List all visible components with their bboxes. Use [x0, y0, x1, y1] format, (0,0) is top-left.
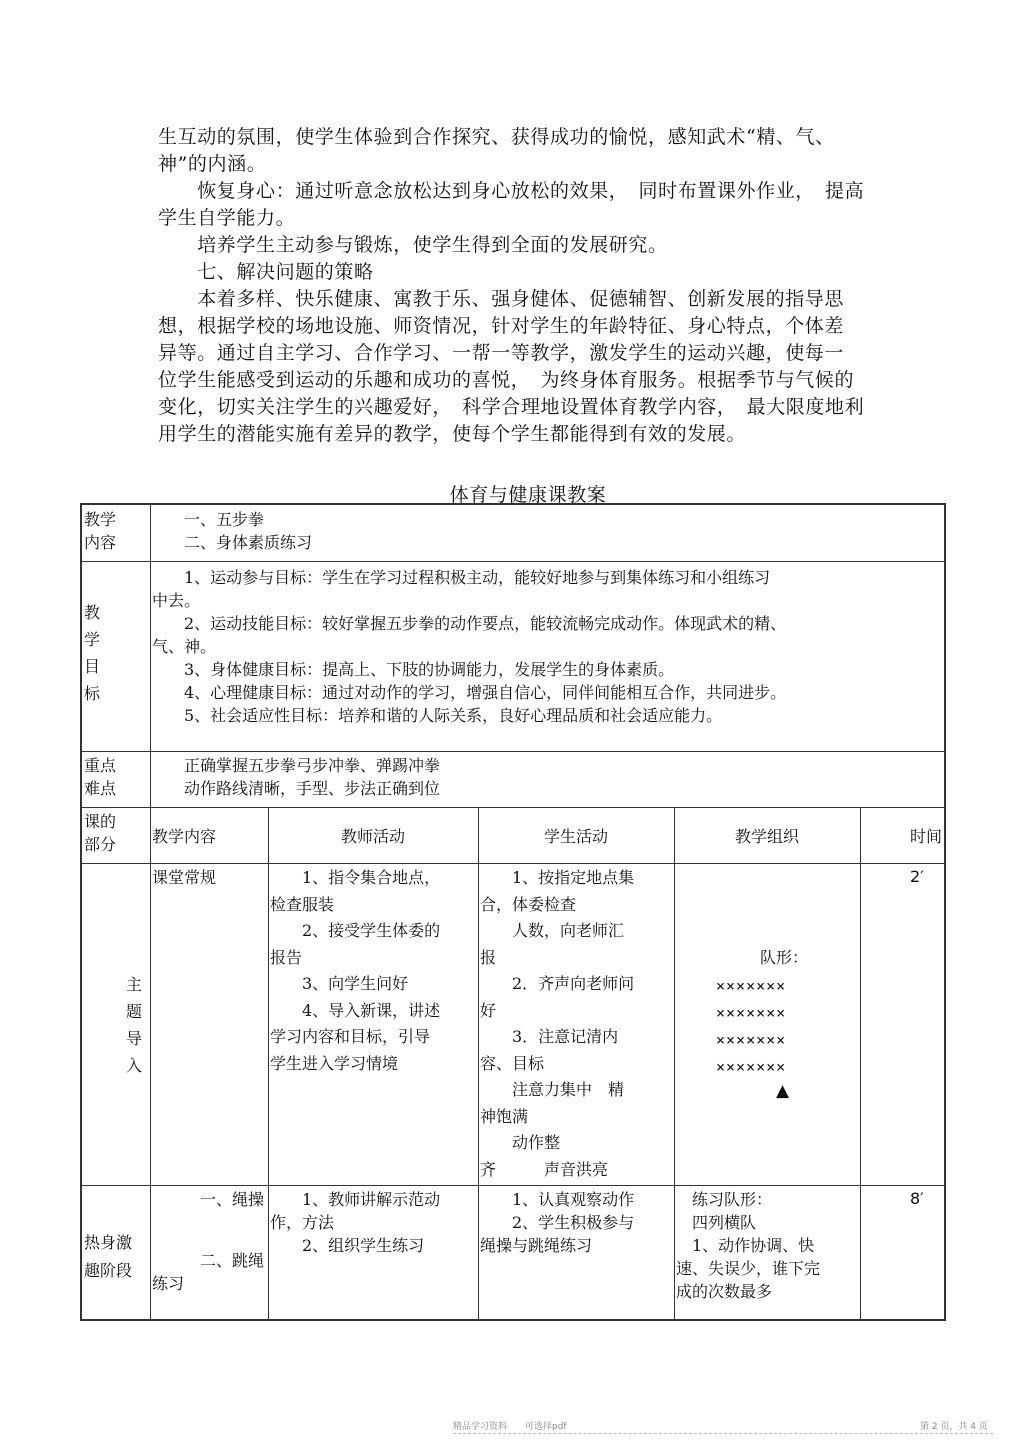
- goals-label-char: 教: [84, 603, 101, 622]
- content-line: 二、跳绳: [152, 1251, 265, 1270]
- teacher-activity-line: 报告: [270, 947, 303, 967]
- row2-time-value: 8′: [910, 1189, 924, 1208]
- intro-line: 位学生能感受到运动的乐趣和成功的喜悦， 为终身体育服务。根据季节与气候的: [158, 369, 855, 391]
- row1-part: [82, 863, 151, 1186]
- formation-grid: [716, 973, 786, 1081]
- row1-time-value: 2′: [910, 867, 924, 886]
- footer-left: 精品学习资料 可选择pdf: [453, 1422, 567, 1432]
- org-line: 成的次数最多: [676, 1282, 773, 1301]
- student-activity-line: 神饱满: [480, 1106, 529, 1126]
- header-time: [860, 807, 944, 864]
- header-part-line: 部分: [84, 835, 117, 854]
- teacher-activity-line: 1、指令集合地点，: [270, 868, 441, 887]
- teacher-position-icon: ▲: [776, 1081, 790, 1101]
- row1-part-char: 主: [126, 975, 143, 994]
- content-line: 一、五步拳: [152, 510, 265, 529]
- key-label-line: 难点: [84, 779, 117, 798]
- intro-line: 变化，切实关注学生的兴趣爱好， 科学合理地设置体育教学内容， 最大限度地利: [158, 396, 865, 418]
- content-line: [152, 1210, 266, 1229]
- student-activity-line: 报: [480, 947, 497, 967]
- teacher-activity-line: 1、教师讲解示范动: [270, 1190, 441, 1209]
- student-activity-line: 容、目标: [480, 1053, 545, 1073]
- intro-line: 神”的内涵。: [158, 153, 267, 175]
- teacher-activity-line: 4、导入新课，讲述: [270, 1000, 441, 1020]
- student-activity-line: 1、按指定地点集: [480, 868, 635, 887]
- student-activity-line: 1、认真观察动作: [480, 1190, 635, 1209]
- teacher-activity-line: 学习内容和目标，引导: [270, 1027, 431, 1046]
- row2-content: [150, 1185, 269, 1319]
- row2-time: [860, 1185, 944, 1319]
- content-line: 二、身体素质练习: [152, 533, 313, 552]
- formation-row: ×××××××: [716, 1031, 787, 1049]
- row1-org: [674, 863, 861, 1186]
- intro-line: 生互动的氛围，使学生体验到合作探究、获得成功的愉悦，感知武术“精、气、: [158, 126, 835, 148]
- goal-line: 中去。: [152, 591, 201, 610]
- header-teacher-label: 教师活动: [340, 826, 405, 846]
- row2-org: [674, 1185, 861, 1319]
- formation-row: ×××××××: [716, 1004, 787, 1022]
- student-activity-line: 注意力集中 精: [480, 1080, 625, 1099]
- row1-teacher: [268, 863, 479, 1186]
- row1-part-char: 导: [126, 1029, 143, 1048]
- header-student: [478, 807, 675, 864]
- header-teacher: [268, 807, 479, 864]
- content-label-line: 内容: [84, 533, 117, 552]
- org-line: 1、动作协调、快: [676, 1236, 815, 1255]
- student-activity-line: 2．齐声向老师问: [480, 974, 635, 993]
- row2-part-line: 热身激: [84, 1233, 133, 1252]
- student-activity-line: 合，体委检查: [480, 894, 577, 914]
- student-activity-line: 动作整: [480, 1133, 561, 1152]
- key-value: [150, 751, 944, 808]
- row2-student: [478, 1185, 675, 1319]
- content-value: [150, 505, 944, 562]
- row1-content-text: 课堂常规: [152, 868, 217, 887]
- goal-line: 5、社会适应性目标：培养和谐的人际关系，良好心理品质和社会适应能力。: [152, 706, 723, 725]
- intro-line: 学生自学能力。: [158, 207, 296, 229]
- student-activity-line: 齐 声音洪亮: [480, 1159, 609, 1179]
- teacher-activity-line: 作，方法: [270, 1213, 335, 1232]
- content-label: [82, 505, 151, 562]
- row1-part-char: 题: [126, 1002, 143, 1021]
- key-line: 正确掌握五步拳弓步冲拳、弹踢冲拳: [152, 756, 441, 775]
- header-content-label: 教学内容: [152, 826, 217, 846]
- content-line: 一、绳操: [152, 1190, 265, 1209]
- intro-line: 本着多样、快乐健康、寓教于乐、强身健体、促德辅智、创新发展的指导思: [158, 288, 845, 310]
- org-line: 练习队形：: [676, 1190, 773, 1209]
- teacher-activity-line: 2、接受学生体委的: [270, 921, 441, 940]
- goals-label-char: 学: [84, 630, 101, 649]
- header-content: [150, 807, 269, 864]
- content-label-line: 教学: [84, 510, 117, 529]
- formation-label: 队形：: [760, 948, 809, 967]
- key-label-line: 重点: [84, 756, 117, 775]
- header-time-label: 时间: [909, 826, 942, 846]
- header-org: [674, 807, 861, 864]
- goal-line: 4、心理健康目标：通过对动作的学习，增强自信心，同伴间能相互合作，共同进步。: [152, 683, 787, 702]
- goals-label-char: 目: [84, 657, 101, 676]
- page-title: 体育与健康课教案: [449, 484, 607, 506]
- key-line: 动作路线清晰，手型、步法正确到位: [152, 779, 441, 798]
- header-part: [82, 807, 151, 864]
- row1-time: [860, 863, 944, 1186]
- row2-part-line: 趣阶段: [84, 1261, 133, 1280]
- goals-value: [150, 561, 944, 752]
- header-org-label: 教学组织: [734, 826, 799, 846]
- intro-line: 用学生的潜能实施有差异的教学，使每个学生都能得到有效的发展。: [158, 423, 747, 445]
- header-student-label: 学生活动: [543, 826, 608, 846]
- intro-line: 七、解决问题的策略: [158, 261, 374, 283]
- intro-line: 异等。通过自主学习、合作学习、一帮一等教学，激发学生的运动兴趣，使每一: [158, 342, 845, 364]
- row2-part: [82, 1185, 151, 1319]
- teacher-activity-line: 学生进入学习情境: [270, 1053, 399, 1073]
- intro-line: 恢复身心：通过听意念放松达到身心放松的效果， 同时布置课外作业， 提高: [158, 180, 865, 202]
- intro-line: 培养学生主动参与锻炼，使学生得到全面的发展研究。: [158, 234, 668, 256]
- student-activity-line: 人数，向老师汇: [480, 921, 625, 940]
- org-line: 速、失误少，谁下完: [676, 1259, 821, 1278]
- teacher-activity-line: 2、组织学生练习: [270, 1236, 425, 1255]
- teacher-activity-line: 检查服装: [270, 894, 335, 914]
- goals-label: [82, 561, 151, 752]
- lesson-table: [80, 503, 946, 1321]
- teacher-activity-line: 3、向学生问好: [270, 974, 409, 993]
- student-activity-line: 好: [480, 1000, 497, 1020]
- content-line: 练习: [152, 1274, 185, 1293]
- goal-line: 2、运动技能目标：较好掌握五步拳的动作要点，能较流畅完成动作。体现武术的精、: [152, 614, 787, 633]
- intro-line: 想，根据学校的场地设施、师资情况，针对学生的年龄特征、身心特点，个体差: [158, 315, 845, 337]
- row2-teacher: [268, 1185, 479, 1319]
- goal-line: 3、身体健康目标：提高上、下肢的协调能力，发展学生的身体素质。: [152, 660, 675, 679]
- footer-divider: [453, 1433, 993, 1434]
- row1-part-char: 入: [126, 1056, 143, 1075]
- student-activity-line: 2、学生积极参与: [480, 1213, 635, 1232]
- key-label: [82, 751, 151, 808]
- intro-text: [158, 124, 878, 448]
- header-part-line: 课的: [84, 812, 117, 831]
- goals-label-char: 标: [84, 684, 101, 703]
- student-activity-line: 3．注意记清内: [480, 1027, 619, 1046]
- formation-row: ×××××××: [716, 977, 787, 995]
- goal-line: 气、神。: [152, 637, 217, 656]
- footer-page-number: 第 2 页，共 4 页: [920, 1422, 988, 1432]
- goal-line: 1、运动参与目标：学生在学习过程积极主动，能较好地参与到集体练习和小组练习: [152, 568, 771, 587]
- content-line: [152, 1229, 266, 1248]
- student-activity-line: 绳操与跳绳练习: [480, 1236, 593, 1255]
- org-line: 四列横队: [676, 1213, 757, 1232]
- row1-content: [150, 863, 269, 1186]
- formation-row: ×××××××: [716, 1058, 787, 1076]
- row1-student: [478, 863, 675, 1186]
